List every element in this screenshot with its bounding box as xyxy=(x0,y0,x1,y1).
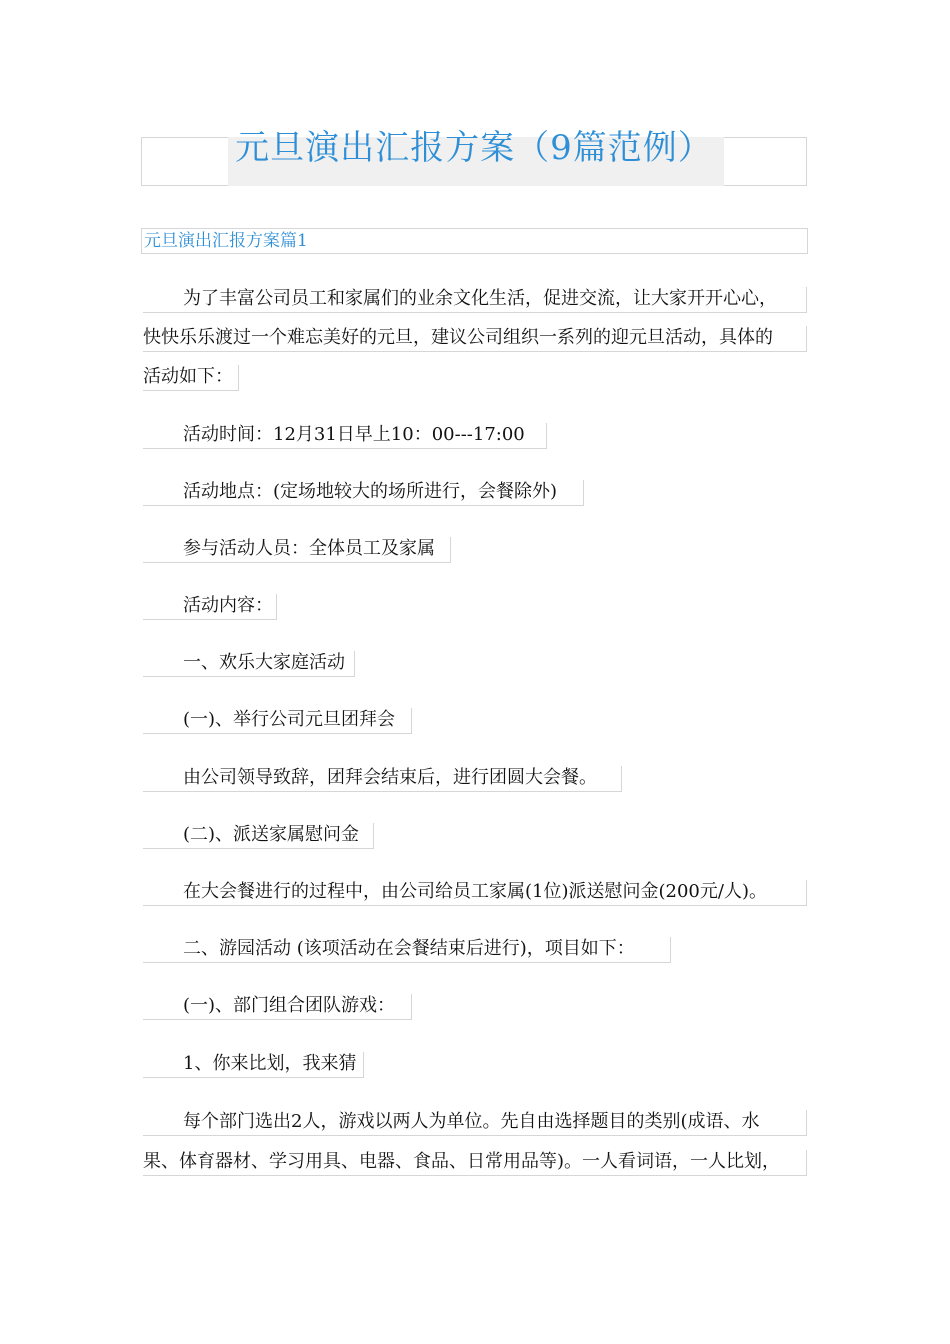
item-one-two: (二)、派送家属慰问金 xyxy=(143,823,374,849)
item-two-one: (一)、部门组合团队游戏： xyxy=(143,994,412,1020)
activity-content-label: 活动内容： xyxy=(143,594,277,620)
paragraph-intro-line-2: 快快乐乐渡过一个难忘美好的元旦，建议公司组织一系列的迎元旦活动，具体的 xyxy=(143,326,807,352)
activity-location: 活动地点：(定场地较大的场所进行，会餐除外) xyxy=(143,480,584,506)
section-two-heading: 二、游园活动 (该项活动在会餐结束后进行)，项目如下： xyxy=(143,937,671,963)
item-one-one: (一)、举行公司元旦团拜会 xyxy=(143,708,412,734)
game-one-desc-line-2: 果、体育器材、学习用具、电器、食品、日常用品等)。一人看词语，一人比划， xyxy=(143,1150,807,1176)
game-one-desc-line-1: 每个部门选出2人，游戏以两人为单位。先自由选择题目的类别(成语、水 xyxy=(143,1110,807,1136)
game-one-title: 1、你来比划，我来猜 xyxy=(143,1052,364,1078)
paragraph-intro-line-3: 活动如下： xyxy=(143,365,239,391)
section-one-heading: 一、欢乐大家庭活动 xyxy=(143,651,355,677)
document-title: 元旦演出汇报方案（9篇范例） xyxy=(235,128,713,168)
item-one-one-detail: 由公司领导致辞，团拜会结束后，进行团圆大会餐。 xyxy=(143,766,622,792)
activity-time: 活动时间：12月31日早上10：00---17:00 xyxy=(143,423,547,449)
item-one-two-detail: 在大会餐进行的过程中，由公司给员工家属(1位)派送慰问金(200元/人)。 xyxy=(143,880,807,906)
section-heading: 元旦演出汇报方案篇1 xyxy=(144,231,308,251)
paragraph-intro-line-1: 为了丰富公司员工和家属们的业余文化生活，促进交流，让大家开开心心， xyxy=(143,287,807,313)
activity-participants: 参与活动人员：全体员工及家属 xyxy=(143,537,451,563)
